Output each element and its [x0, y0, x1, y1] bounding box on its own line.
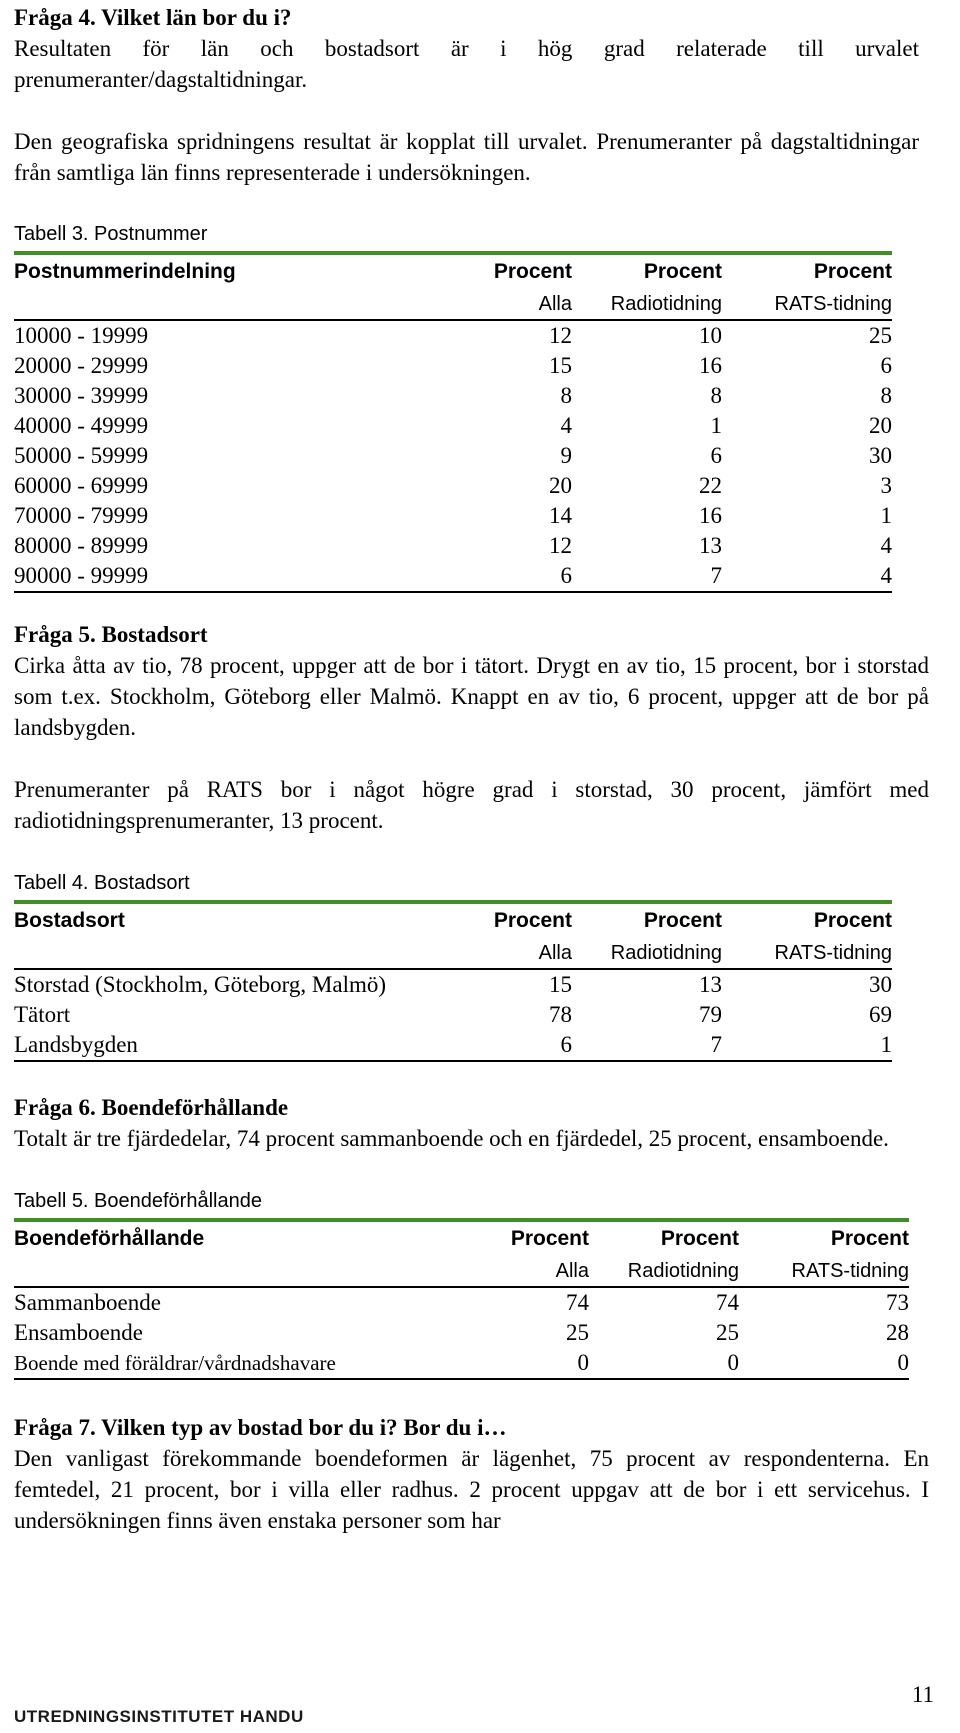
table-row [14, 411, 892, 441]
cell-alla: 78 [549, 1002, 572, 1027]
table-row [14, 441, 892, 471]
table5-sub-rats: RATS-tidning [739, 1256, 909, 1287]
cell-rats: 25 [869, 323, 892, 348]
table3-sub-alla: Alla [404, 289, 572, 320]
cell-alla: 0 [454, 1348, 589, 1379]
page-number: 11 [911, 1682, 934, 1707]
table5-sub-label [14, 1256, 454, 1287]
cell-rats: 3 [880, 473, 892, 498]
table3-col-label: Postnummerindelning [14, 260, 236, 283]
q5-paragraph-2: Prenumeranter på RATS bor i något högre grad i storstad, 30 procent, jämfört med radiotidningsprenumeranter, 13 procent. [14, 777, 929, 833]
table-row [14, 561, 892, 592]
row-label: 30000 - 39999 [14, 383, 149, 408]
cell-radio: 79 [699, 1002, 722, 1027]
document-page [14, 0, 944, 1536]
cell-radio: 0 [589, 1348, 739, 1379]
table5-grid [14, 1222, 909, 1380]
cell-alla: 9 [560, 443, 572, 468]
row-label: Sammanboende [14, 1290, 161, 1315]
q5-paragraph-1: Cirka åtta av tio, 78 procent, uppger att de bor i tätort. Drygt en av tio, 15 procent, bor i storstad som t.ex. Stockholm, Göteborg eller Malmö. Knappt en av tio, 6 procent, uppger att de bor på landsbygden. [14, 653, 929, 740]
row-label: 80000 - 89999 [14, 533, 149, 558]
table-row [14, 320, 892, 351]
cell-radio: 74 [716, 1290, 739, 1315]
table-row [14, 531, 892, 561]
cell-radio: 8 [710, 383, 722, 408]
row-label: 40000 - 49999 [14, 413, 149, 438]
cell-rats: 1 [722, 1030, 892, 1061]
cell-radio: 7 [572, 1030, 722, 1061]
q4-heading: Fråga 4. Vilket län bor du i? [14, 5, 292, 30]
cell-alla: 12 [549, 533, 572, 558]
q4-paragraph-1: Resultaten för län och bostadsort är i hög grad relaterade till urvalet prenumeranter/dagstaltidningar. [14, 36, 919, 92]
row-label: 60000 - 69999 [14, 473, 149, 498]
table4-col-label: Bostadsort [14, 909, 125, 932]
cell-rats: 30 [869, 972, 892, 997]
table4-sub-rats: RATS-tidning [722, 938, 892, 969]
cell-alla: 15 [549, 353, 572, 378]
q7-paragraph-1: Den vanligast förekommande boendeformen är lägenhet, 75 procent av respondenterna. En femtedel, 21 procent, bor i villa eller radhus. 2 procent uppgav att de bor i ett servicehus. I undersökningen finns även enstaka personer som har [14, 1446, 929, 1533]
cell-alla: 6 [404, 561, 572, 592]
table4-caption: Tabell 4. Bostadsort [14, 872, 190, 894]
cell-radio: 1 [710, 413, 722, 438]
row-label: Ensamboende [14, 1320, 144, 1345]
table3-sub-rats: RATS-tidning [722, 289, 892, 320]
table-row [14, 1318, 909, 1348]
table5-col-rats: Procent [830, 1227, 909, 1250]
table-row [14, 969, 892, 1000]
table5-sub-alla: Alla [454, 1256, 589, 1287]
cell-rats: 20 [869, 413, 892, 438]
cell-rats: 4 [880, 533, 892, 558]
table-row [14, 1000, 892, 1030]
q7-heading: Fråga 7. Vilken typ av bostad bor du i? Bor du i… [14, 1415, 507, 1440]
cell-alla: 6 [450, 1030, 572, 1061]
table4-grid [14, 904, 892, 1062]
table4 [14, 900, 892, 1062]
table-row [14, 1030, 892, 1061]
table3-grid [14, 255, 892, 593]
table5-caption: Tabell 5. Boendeförhållande [14, 1190, 262, 1212]
row-label: 90000 - 99999 [14, 561, 404, 592]
table-row [14, 1348, 909, 1379]
cell-radio: 13 [699, 972, 722, 997]
table4-sub-label [14, 938, 450, 969]
table5-col-label: Boendeförhållande [14, 1227, 205, 1250]
table4-col-radio: Procent [643, 909, 722, 932]
table5-col-alla: Procent [510, 1227, 589, 1250]
cell-radio: 7 [572, 561, 722, 592]
table4-col-alla: Procent [493, 909, 572, 932]
table3 [14, 251, 892, 593]
cell-alla: 4 [560, 413, 572, 438]
table3-col-rats: Procent [813, 260, 892, 283]
row-label: 50000 - 59999 [14, 443, 149, 468]
cell-rats: 73 [886, 1290, 909, 1315]
table3-col-radio: Procent [643, 260, 722, 283]
cell-radio: 16 [699, 503, 722, 528]
cell-alla: 74 [566, 1290, 589, 1315]
table4-sub-radio: Radiotidning [572, 938, 722, 969]
table5 [14, 1218, 909, 1380]
table3-caption: Tabell 3. Postnummer [14, 223, 208, 245]
cell-rats: 69 [869, 1002, 892, 1027]
cell-radio: 6 [710, 443, 722, 468]
row-label: 70000 - 79999 [14, 503, 149, 528]
row-label: 10000 - 19999 [14, 323, 149, 348]
footer-organization: UTREDNINGSINSTITUTET HANDU [14, 1707, 304, 1726]
cell-radio: 25 [716, 1320, 739, 1345]
row-label: Landsbygden [14, 1030, 450, 1061]
cell-radio: 13 [699, 533, 722, 558]
q6-heading: Fråga 6. Boendeförhållande [14, 1095, 289, 1120]
q5-heading: Fråga 5. Bostadsort [14, 622, 208, 647]
row-label: Tätort [14, 1002, 71, 1027]
table3-col-alla: Procent [493, 260, 572, 283]
row-label: Storstad (Stockholm, Göteborg, Malmö) [14, 972, 387, 997]
row-label: 20000 - 29999 [14, 353, 149, 378]
cell-rats: 28 [886, 1320, 909, 1345]
table4-sub-alla: Alla [450, 938, 572, 969]
table-row [14, 1287, 909, 1318]
table3-sub-label [14, 289, 404, 320]
cell-rats: 6 [880, 353, 892, 378]
cell-radio: 22 [699, 473, 722, 498]
table-row [14, 381, 892, 411]
cell-rats: 30 [869, 443, 892, 468]
cell-alla: 20 [549, 473, 572, 498]
cell-alla: 25 [566, 1320, 589, 1345]
table5-sub-radio: Radiotidning [589, 1256, 739, 1287]
cell-radio: 10 [699, 323, 722, 348]
cell-rats: 1 [880, 503, 892, 528]
cell-alla: 12 [549, 323, 572, 348]
q6-paragraph-1: Totalt är tre fjärdedelar, 74 procent sammanboende och en fjärdedel, 25 procent, ensamboende. [14, 1126, 889, 1151]
table3-sub-radio: Radiotidning [572, 289, 722, 320]
cell-radio: 16 [699, 353, 722, 378]
table5-col-radio: Procent [660, 1227, 739, 1250]
cell-alla: 15 [549, 972, 572, 997]
table-row [14, 351, 892, 381]
cell-alla: 8 [560, 383, 572, 408]
q4-paragraph-2: Den geografiska spridningens resultat är kopplat till urvalet. Prenumeranter på dagstaltidningar från samtliga län finns representerade i undersökningen. [14, 129, 919, 185]
cell-alla: 14 [549, 503, 572, 528]
cell-rats: 0 [739, 1348, 909, 1379]
table4-col-rats: Procent [813, 909, 892, 932]
row-label: Boende med föräldrar/vårdnadshavare [14, 1348, 454, 1379]
cell-rats: 4 [722, 561, 892, 592]
table-row [14, 501, 892, 531]
cell-rats: 8 [880, 383, 892, 408]
table-row [14, 471, 892, 501]
